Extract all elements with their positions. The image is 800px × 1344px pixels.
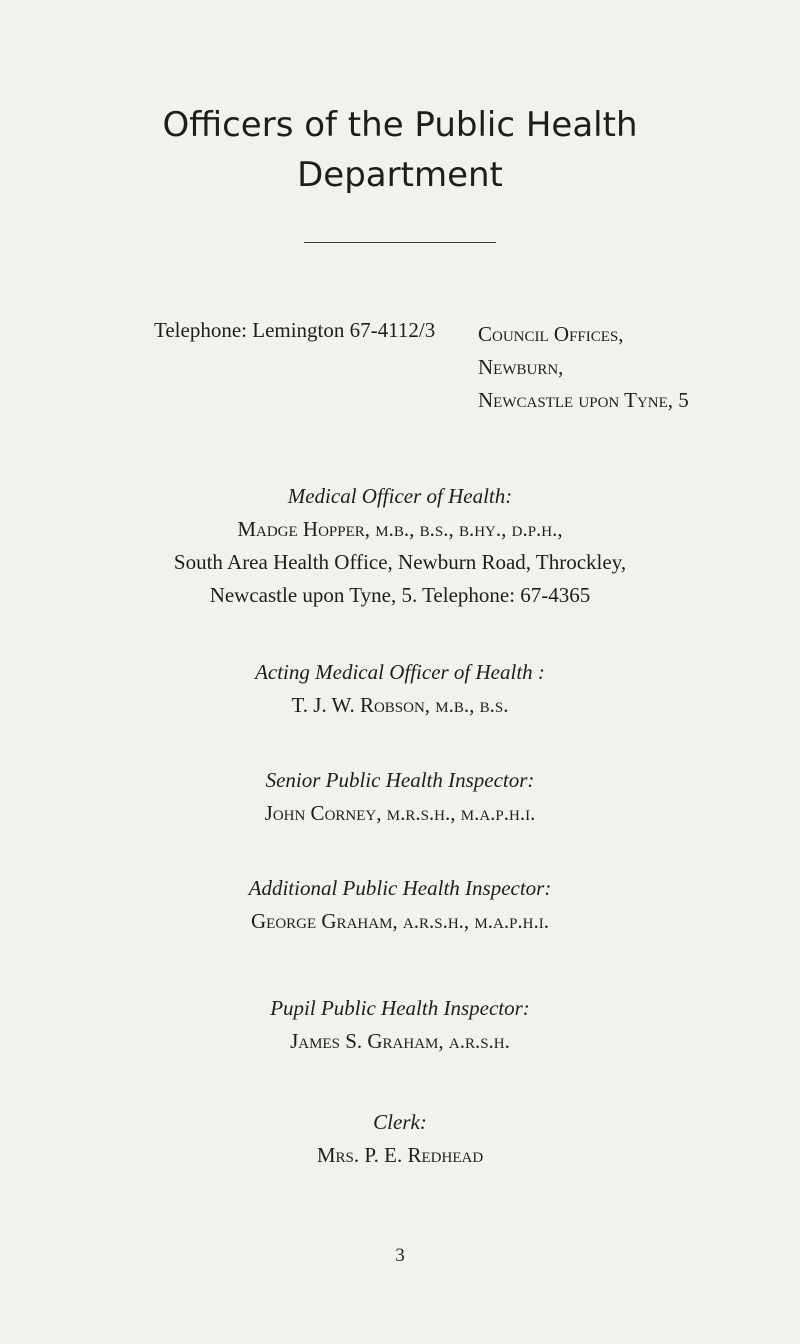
officer-role: Clerk: — [373, 1110, 427, 1134]
office-address — [478, 318, 689, 417]
officer-clerk — [0, 1106, 800, 1172]
officer-acting-medical-officer — [0, 656, 800, 722]
officer-pupil-inspector — [0, 992, 800, 1058]
address-line-2: Newburn, — [478, 355, 564, 379]
officer-role: Additional Public Health Inspector: — [248, 876, 552, 900]
officer-role: Medical Officer of Health: — [287, 484, 513, 508]
officer-role: Pupil Public Health Inspector: — [270, 996, 530, 1020]
officer-name: Madge Hopper, m.b., b.s., b.hy., d.p.h., — [237, 517, 563, 541]
officer-name: George Graham, a.r.s.h., m.a.p.h.i. — [250, 909, 550, 933]
officer-additional-inspector — [0, 872, 800, 938]
title-line-2: Department — [297, 155, 503, 195]
title-divider — [304, 242, 496, 243]
officer-role: Senior Public Health Inspector: — [265, 768, 535, 792]
officer-name: Mrs. P. E. Redhead — [316, 1143, 484, 1167]
officer-senior-inspector — [0, 764, 800, 830]
address-line-1: Council Offices, — [478, 322, 624, 346]
officer-name: James S. Graham, a.r.s.h. — [290, 1029, 510, 1053]
officer-role: Acting Medical Officer of Health : — [255, 660, 545, 684]
address-line-3: Newcastle upon Tyne, 5 — [478, 388, 689, 412]
page-number: 3 — [395, 1245, 405, 1266]
page-title — [0, 100, 800, 200]
officer-medical-officer — [0, 480, 800, 612]
officer-name: John Corney, m.r.s.h., m.a.p.h.i. — [264, 801, 536, 825]
officer-detail-line-1: South Area Health Office, Newburn Road, Throckley, — [173, 550, 627, 574]
title-line-1: Officers of the Public Health — [162, 105, 638, 145]
officer-detail-line-2: Newcastle upon Tyne, 5. Telephone: 67-4365 — [209, 583, 591, 607]
telephone-line: Telephone: Lemington 67-4112/3 — [154, 318, 436, 342]
officer-name: T. J. W. Robson, m.b., b.s. — [291, 693, 509, 717]
